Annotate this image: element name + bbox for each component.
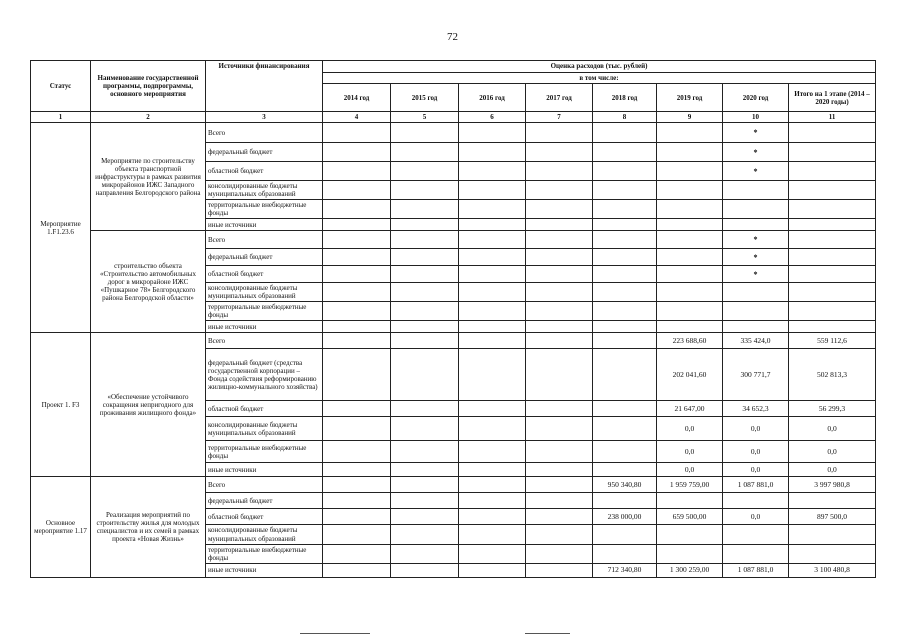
cell-2019: 202 041,60 (657, 349, 723, 401)
cell-2020: 0,0 (723, 509, 789, 525)
header-year-2020: 2020 год (723, 84, 789, 112)
funding-source-label: консолидированные бюджеты муниципальных образований (206, 525, 323, 544)
row-program-name: Реализация мероприятий по строительству жилья для молодых специалистов и их семей в рамках проекта «Новая Жизнь» (91, 477, 206, 577)
cell-2020: 335 424,0 (723, 333, 789, 349)
funding-source-label: территориальные внебюджетные фонды (206, 441, 323, 463)
column-number: 2 (91, 112, 206, 123)
cell-2019: 0,0 (657, 463, 723, 477)
column-number: 9 (657, 112, 723, 123)
funding-source-label: Всего (206, 333, 323, 349)
funding-source-label: консолидированные бюджеты муниципальных образований (206, 181, 323, 200)
funding-source-label: федеральный бюджет (средства государственной корпорации – Фонда содействия реформированию жилищно-коммунального хозяйства) (206, 349, 323, 401)
column-number: 4 (323, 112, 391, 123)
cell-total: 0,0 (789, 463, 876, 477)
cell-total: 559 112,6 (789, 333, 876, 349)
row-program-name: «Обеспечение устойчивого сокращения непригодного для проживания жилищного фонда» (91, 333, 206, 477)
column-number: 11 (789, 112, 876, 123)
funding-source-label: Всего (206, 477, 323, 493)
cell-2020: * (723, 266, 789, 283)
cell-2019: 659 500,00 (657, 509, 723, 525)
cell-2019: 1 959 759,00 (657, 477, 723, 493)
header-year-2014: 2014 год (323, 84, 391, 112)
cell-2020: * (723, 249, 789, 266)
cell-2020: 0,0 (723, 441, 789, 463)
funding-source-label: территориальные внебюджетные фонды (206, 302, 323, 321)
column-number: 6 (459, 112, 526, 123)
table-row (31, 231, 876, 249)
cell-2020: * (723, 123, 789, 143)
funding-source-label: иные источники (206, 563, 323, 577)
table-row (31, 123, 876, 143)
row-status: Проект 1. F3 (31, 333, 91, 477)
header-year-2019: 2019 год (657, 84, 723, 112)
cell-2020: 1 087 881,0 (723, 477, 789, 493)
funding-source-label: федеральный бюджет (206, 249, 323, 266)
cell-total: 0,0 (789, 417, 876, 441)
cell-total: 3 997 980,8 (789, 477, 876, 493)
funding-source-label: консолидированные бюджеты муниципальных образований (206, 417, 323, 441)
header-total-stage1: Итого на 1 этапе (2014 – 2020 годы) (789, 84, 876, 112)
cell-total: 0,0 (789, 441, 876, 463)
header-year-2016: 2016 год (459, 84, 526, 112)
budget-table (30, 60, 876, 578)
header-year-2018: 2018 год (593, 84, 657, 112)
column-number: 5 (391, 112, 459, 123)
cell-total: 502 813,3 (789, 349, 876, 401)
cell-total: 56 299,3 (789, 401, 876, 417)
header-status: Статус (31, 61, 91, 112)
cell-2019: 0,0 (657, 417, 723, 441)
cell-2020: 1 087 881,0 (723, 563, 789, 577)
header-year-2015: 2015 год (391, 84, 459, 112)
header-program-name: Наименование государственной программы, подпрограммы, основного мероприятия (91, 61, 206, 112)
funding-source-label: иные источники (206, 463, 323, 477)
cell-2018: 950 340,80 (593, 477, 657, 493)
funding-source-label: Всего (206, 231, 323, 249)
table-row (31, 333, 876, 349)
column-number: 1 (31, 112, 91, 123)
funding-source-label: областной бюджет (206, 509, 323, 525)
cell-2019: 21 647,00 (657, 401, 723, 417)
footer-divider (300, 633, 370, 634)
cell-2020: * (723, 162, 789, 181)
funding-source-label: федеральный бюджет (206, 493, 323, 509)
cell-2019: 0,0 (657, 441, 723, 463)
row-status: Мероприятие 1.F1.23.6 (31, 123, 91, 333)
header-including: в том числе: (323, 73, 876, 84)
funding-source-label: областной бюджет (206, 266, 323, 283)
cell-2020: 0,0 (723, 417, 789, 441)
cell-total: 897 500,0 (789, 509, 876, 525)
funding-source-label: Всего (206, 123, 323, 143)
cell-2020: * (723, 143, 789, 162)
cell-2020: * (723, 231, 789, 249)
row-program-name: Мероприятие по строительству объекта транспортной инфраструктуры в рамках развития микрорайонов ИЖС Западного направления Белгородского района (91, 123, 206, 231)
header-cost-estimate: Оценка расходов (тыс. рублей) (323, 61, 876, 73)
column-number: 8 (593, 112, 657, 123)
cell-2018: 712 340,80 (593, 563, 657, 577)
table-row (31, 477, 876, 493)
funding-source-label: территориальные внебюджетные фонды (206, 200, 323, 219)
funding-source-label: федеральный бюджет (206, 143, 323, 162)
cell-2020: 0,0 (723, 463, 789, 477)
row-program-name: строительство объекта «Строительство автомобильных дорог в микрорайоне ИЖС «Пушкарное 78» Белгородского района Белгородской области» (91, 231, 206, 333)
cell-2019: 223 688,60 (657, 333, 723, 349)
cell-2018: 238 000,00 (593, 509, 657, 525)
column-number: 10 (723, 112, 789, 123)
cell-2020: 34 652,3 (723, 401, 789, 417)
column-number: 7 (526, 112, 593, 123)
cell-2020: 300 771,7 (723, 349, 789, 401)
cell-2019: 1 300 259,00 (657, 563, 723, 577)
header-funding-source: Источники финансирования (206, 61, 323, 112)
funding-source-label: иные источники (206, 219, 323, 231)
column-number: 3 (206, 112, 323, 123)
page-number: 72 (447, 31, 458, 43)
funding-source-label: консолидированные бюджеты муниципальных образований (206, 283, 323, 302)
funding-source-label: иные источники (206, 321, 323, 333)
funding-source-label: территориальные внебюджетные фонды (206, 544, 323, 563)
row-status: Основное мероприятие 1.17 (31, 477, 91, 577)
header-year-2017: 2017 год (526, 84, 593, 112)
funding-source-label: областной бюджет (206, 401, 323, 417)
footer-divider (525, 633, 570, 634)
funding-source-label: областной бюджет (206, 162, 323, 181)
cell-total: 3 100 480,8 (789, 563, 876, 577)
